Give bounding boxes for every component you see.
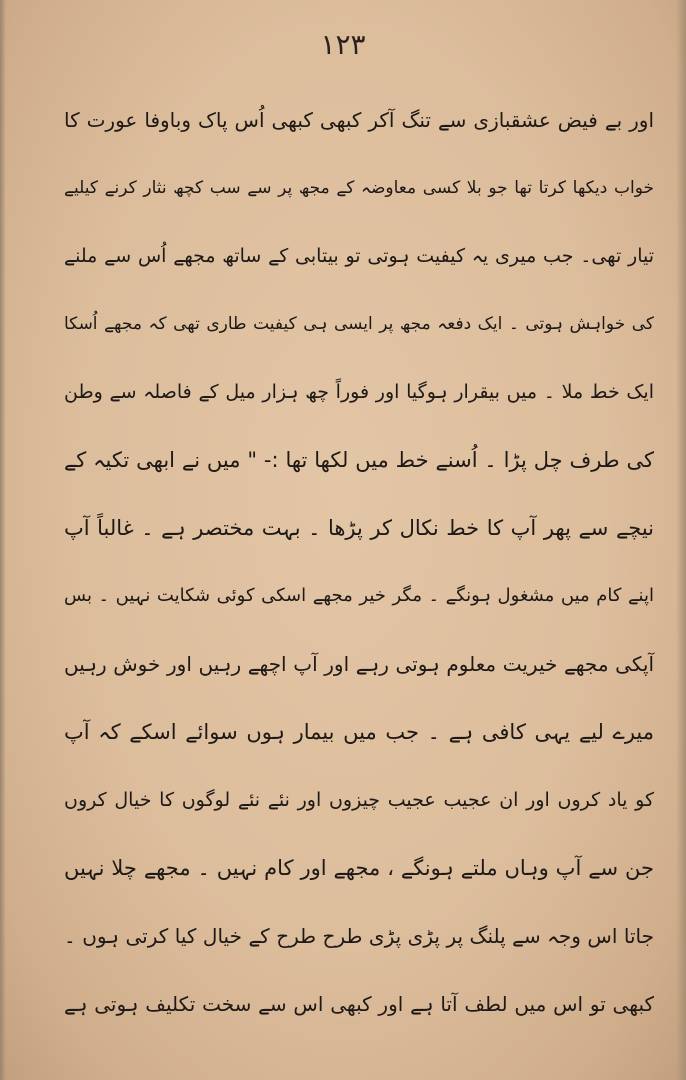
text-line: ایک خط ملا ۔ میں بیقرار ہوگیا اور فوراً چھ ہزار میل کے فاصلہ سے وطن — [64, 381, 654, 403]
text-line: جن سے آپ وہاں ملتے ہونگے ، مجھے اور کام نہیں ۔ مجھے چلا نہیں — [64, 856, 654, 880]
page-edge-shadow-left — [0, 0, 6, 1080]
text-line: نیچے سے پھر آپ کا خط نکال کر پڑھا ۔ بہت مختصر ہے ۔ غالباً آپ — [64, 516, 654, 540]
text-line: آپکی مجھے خیریت معلوم ہوتی رہے اور آپ اچھے رہیں اور خوش رہیں — [64, 652, 654, 676]
text-line: اپنے کام میں مشغول ہونگے ۔ مگر خیر مجھے اسکی کوئی شکایت نہیں ۔ بس — [64, 585, 654, 606]
text-line: تیار تھی۔ جب میری یہ کیفیت ہوتی تو بیتابی کے ساتھ مجھے اُس سے ملنے — [64, 245, 654, 267]
text-line: کبھی تو اس میں لطف آتا ہے اور کبھی اس سے سخت تکلیف ہوتی ہے — [64, 992, 654, 1016]
text-line: خواب دیکھا کرتا تھا جو بلا کسی معاوضہ کے مجھ پر سے سب کچھ نثار کرنے کیلیے — [64, 178, 654, 198]
page-number: ۱۲۳ — [320, 28, 366, 61]
handwritten-text-block — [64, 86, 654, 1038]
page-edge-shadow-right — [676, 0, 686, 1080]
text-line: جاتا اس وجہ سے پلنگ پر پڑی پڑی طرح طرح کے خیال کیا کرتی ہوں ۔ — [64, 924, 654, 948]
text-line: کی طرف چل پڑا ۔ اُسنے خط میں لکھا تھا :- " میں نے ابھی تکیہ کے — [64, 448, 654, 472]
text-line: اور بے فیض عشقبازی سے تنگ آکر کبھی کبھی اُس پاک وباوفا عورت کا — [64, 108, 654, 132]
text-line: کی خواہش ہوتی ۔ ایک دفعہ مجھ پر ایسی ہی کیفیت طاری تھی کہ مجھے اُسکا — [64, 314, 654, 334]
text-line: کو یاد کروں اور ان عجیب عجیب چیزوں اور نئے نئے لوگوں کا خیال کروں — [64, 789, 654, 811]
text-line: میرے لیے یہی کافی ہے ۔ جب میں بیمار ہوں سوائے اسکے کہ آپ — [64, 720, 654, 744]
